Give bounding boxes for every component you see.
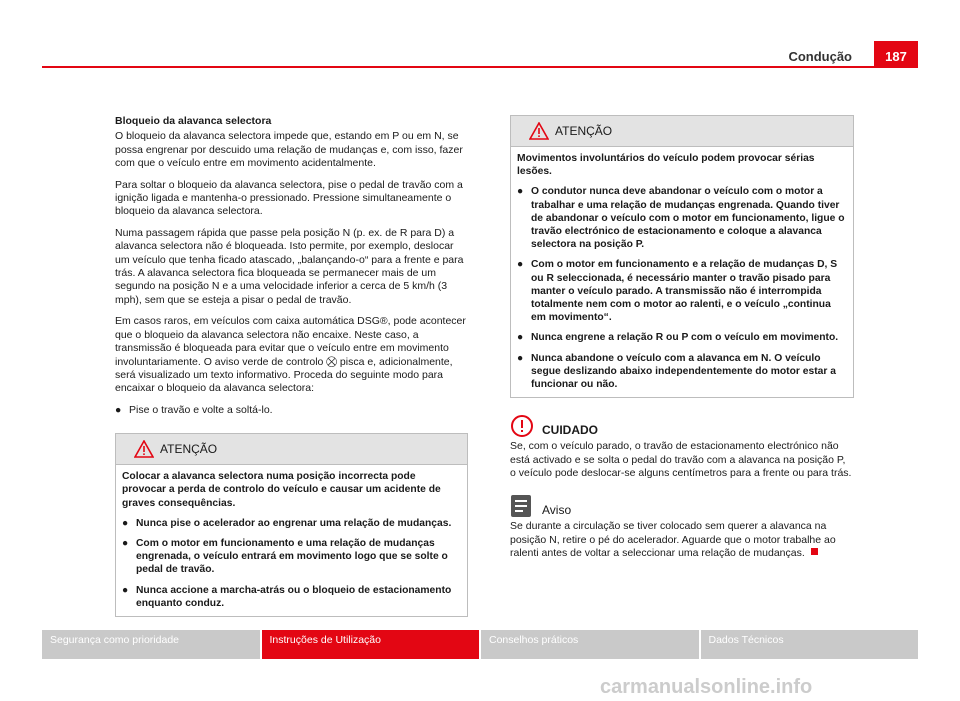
warning-body: [116, 465, 467, 616]
note-text: Se durante a circulação se tiver colocado sem querer a alavanca na posição N, retire o pé do acelerador. Aguarde que o motor trabalhe ao ralenti antes de voltar a seleccionar uma relação de mudanças.: [510, 520, 836, 560]
caution-header: [510, 414, 854, 440]
paragraph: O bloqueio da alavanca selectora impede que, estando em P ou em N, se possa engrenar por descuido uma relação de mudanças e, com isso, fazer com que o veículo entre em movimento acidentalmente.: [115, 130, 463, 170]
footer-tab-practical-tips[interactable]: Conselhos práticos: [481, 630, 699, 659]
warning-bullet-text: Com o motor em funcionamento e a relação de mudanças D, S ou R seleccionada, é necessário manter o travão pisado para manter o veículo parado. A transmissão não é interrompida totalmente nem com o motor ao ralenti, e o veículo „continua em movimento“.: [531, 259, 838, 324]
caution-title: CUIDADO: [542, 423, 598, 438]
warning-box-header: [511, 116, 853, 147]
note-title: Aviso: [542, 503, 572, 518]
warning-bullet-text: Nunca accione a marcha-atrás ou o bloqueio de estacionamento enquanto conduz.: [136, 584, 452, 609]
warning-triangle-icon: [529, 122, 549, 140]
page-number: 187: [874, 41, 918, 68]
warning-bullet-text: Com o motor em funcionamento e uma relação de mudanças engrenada, o veículo entrará em movimento logo que se solte o pedal de travão.: [136, 537, 448, 576]
bullet-icon: ●: [517, 352, 524, 364]
bullet-text: Pise o travão e volte a soltá-lo.: [129, 403, 273, 416]
warning-bullet-text: Nunca pise o acelerador ao engrenar uma relação de mudanças.: [136, 517, 452, 529]
header-rule: [42, 66, 918, 68]
bullet-icon: ●: [517, 332, 524, 344]
warning-bullet: [517, 185, 847, 251]
warning-title: ATENÇÃO: [555, 124, 613, 138]
footer-tab-technical-data[interactable]: Dados Técnicos: [701, 630, 919, 659]
footer-nav: [42, 630, 918, 659]
warning-bullet-text: Nunca abandone o veículo com a alavanca em N. O veículo segue deslizando abaixo independentemente do motor estar a funcionar ou não.: [531, 352, 836, 391]
page-header-title: Condução: [788, 49, 852, 64]
paragraph: Para soltar o bloqueio da alavanca selectora, pise o pedal de travão com a ignição ligada e mantenha-o pressionado. Pressione simultaneamente o bloqueio da alavanca selectora.: [115, 178, 463, 218]
warning-intro: Movimentos involuntários do veículo podem provocar sérias lesões.: [517, 153, 815, 178]
bullet-icon: ●: [115, 403, 122, 416]
warning-box: [115, 433, 468, 617]
warning-intro: Colocar a alavanca selectora numa posição incorrecta pode provocar a perda de controlo do veículo e causar um acidente de graves consequências.: [122, 471, 441, 509]
warning-triangle-icon: [134, 440, 154, 458]
watermark: carmanualsonline.info: [600, 676, 813, 698]
bullet-icon: ●: [517, 186, 524, 198]
note-header: [510, 494, 854, 520]
bullet-icon: ●: [122, 537, 129, 549]
bullet-icon: ●: [122, 517, 129, 529]
warning-bullet: [517, 331, 847, 344]
bullet-icon: ●: [122, 584, 129, 596]
paragraph: Numa passagem rápida que passe pela posição N (p. ex. de R para D) a alavanca selectora não é bloqueada. Isto permite, por exemplo, deslocar um veículo que tenha ficado atascado, „balançando-o“ para a frente e para trás. A alavanca selectora fica bloqueada se permanecer mais de um segundo na posição N e a uma velocidade inferior a cerca de 5 km/h (3 mph), sem que se esteja a pisar o pedal de travão.: [115, 226, 464, 306]
warning-box: [510, 115, 854, 398]
right-column: [510, 115, 854, 569]
warning-bullet: [517, 352, 847, 392]
warning-box-header: [116, 434, 467, 465]
warning-bullet: [122, 517, 461, 530]
warning-bullet-text: O condutor nunca deve abandonar o veículo com o motor a trabalhar e uma relação de mudanças engrenada. Quando tiver de abandonar o veículo com o motor em funcionamento, ligue o travão electrónico de estacionamento e coloque a alavanca selectora na posição P.: [531, 186, 845, 251]
bullet-item: [115, 404, 468, 417]
caution-text: Se, com o veículo parado, o travão de estacionamento electrónico não está activado e se solta o pedal do travão com a alavanca na posição P, o veículo pode deslocar-se alguns centímetros para a frente ou para trás.: [510, 440, 852, 480]
bullet-icon: ●: [517, 259, 524, 271]
warning-title: ATENÇÃO: [160, 442, 218, 457]
warning-bullet: [122, 537, 461, 577]
caution-exclamation-icon: [510, 414, 534, 438]
paragraph: Em casos raros, em veículos com caixa automática DSG®, pode acontecer que o bloqueio da alavanca selectora não encaixe. Neste caso, a transmissão é bloqueada para evitar que o veículo entre em movimento involuntariamente. O aviso verde de controlo ⛒ pisca e, adicionalmente, será visualizado um texto informativo. Proceda do seguinte modo para encaixar o bloqueio da alavanca selectora:: [115, 315, 466, 395]
warning-bullet: [122, 584, 461, 610]
footer-tab-safety[interactable]: Segurança como prioridade: [42, 630, 260, 659]
left-column: [115, 115, 468, 617]
note-text-block: [510, 520, 854, 560]
warning-bullet: [517, 258, 847, 324]
footer-tab-instructions[interactable]: Instruções de Utilização: [262, 630, 480, 659]
warning-body: [511, 147, 853, 397]
info-note-icon: [510, 494, 532, 518]
end-of-section-marker: [811, 548, 818, 555]
warning-bullet-text: Nunca engrene a relação R ou P com o veículo em movimento.: [531, 332, 839, 344]
section-heading: Bloqueio da alavanca selectora: [115, 115, 272, 127]
